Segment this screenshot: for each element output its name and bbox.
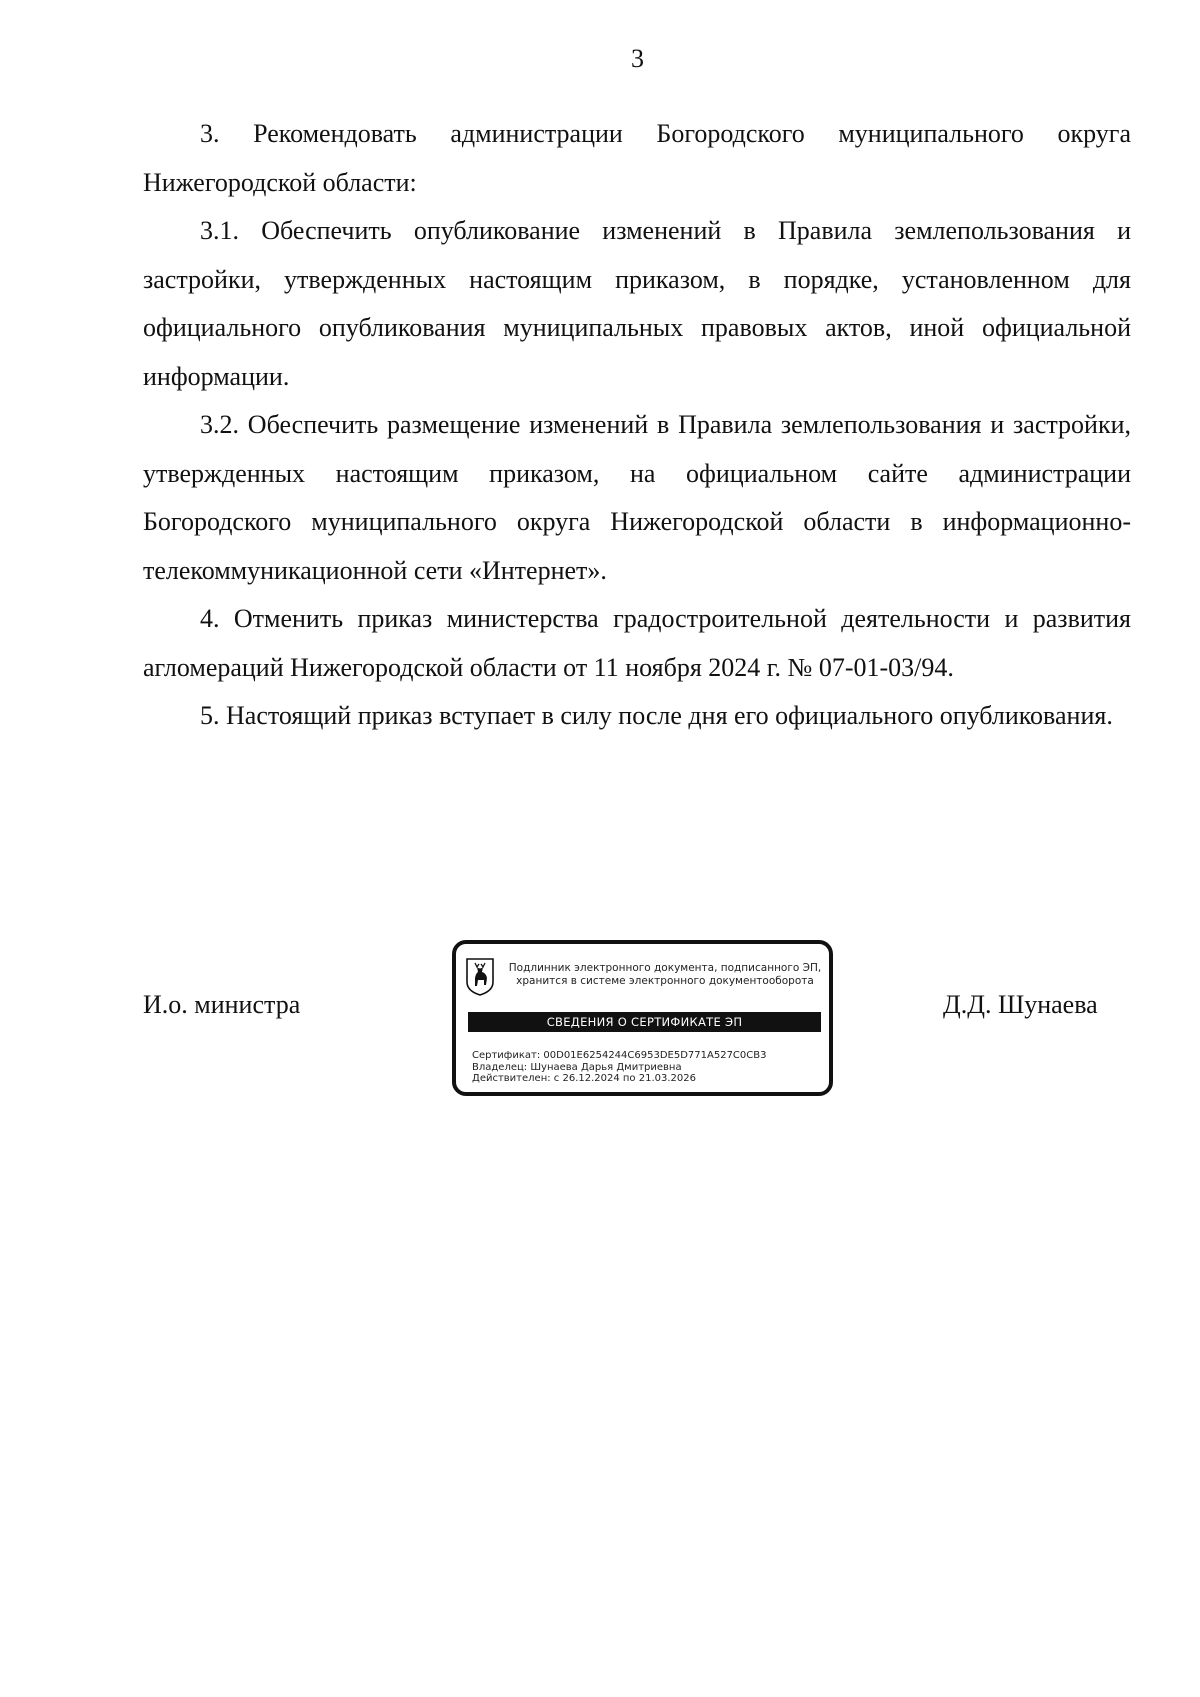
document-body — [143, 110, 1131, 741]
certificate-details — [472, 1050, 822, 1085]
stamp-header — [502, 962, 828, 988]
certificate-serial: Сертификат: 00D01E6254244C6953DE5D771A527C0CB3 — [472, 1050, 767, 1061]
paragraph-3-2: 3.2. Обеспечить размещение изменений в Правила землепользования и застройки, утвержденных настоящим приказом, на официальном сайте администрации Богородского муниципального округа Нижегородской области в информационно-телекоммуникационной сети «Интернет». — [143, 410, 1131, 585]
certificate-owner: Владелец: Шунаева Дарья Дмитриевна — [472, 1061, 682, 1073]
stamp-header-line: Подлинник электронного документа, подписанного ЭП, — [508, 962, 822, 974]
paragraph-3-1: 3.1. Обеспечить опубликование изменений в Правила землепользования и застройки, утвержденных настоящим приказом, в порядке, установленном для официального опубликования муниципальных правовых актов, иной официальной информации. — [143, 216, 1131, 391]
stamp-header-line: хранится в системе электронного документооборота — [516, 975, 814, 987]
certificate-validity: Действителен: с 26.12.2024 по 21.03.2026 — [472, 1073, 696, 1084]
paragraph-4: 4. Отменить приказ министерства градостроительной деятельности и развития агломераций Нижегородской области от 11 ноября 2024 г. № 07-01-03/94. — [143, 604, 1131, 682]
electronic-signature-stamp — [452, 940, 833, 1096]
paragraph-5: 5. Настоящий приказ вступает в силу после дня его официального опубликования. — [200, 701, 1113, 730]
signatory-title: И.о. министра — [143, 990, 301, 1019]
page-number: 3 — [631, 44, 644, 73]
deer-emblem-icon — [466, 958, 494, 996]
paragraph-3: 3. Рекомендовать администрации Богородского муниципального округа Нижегородской области: — [143, 119, 1131, 197]
signature-block — [0, 940, 1200, 1110]
signatory-name: Д.Д. Шунаева — [943, 990, 1098, 1019]
certificate-info-bar: СВЕДЕНИЯ О СЕРТИФИКАТЕ ЭП — [468, 1012, 821, 1032]
